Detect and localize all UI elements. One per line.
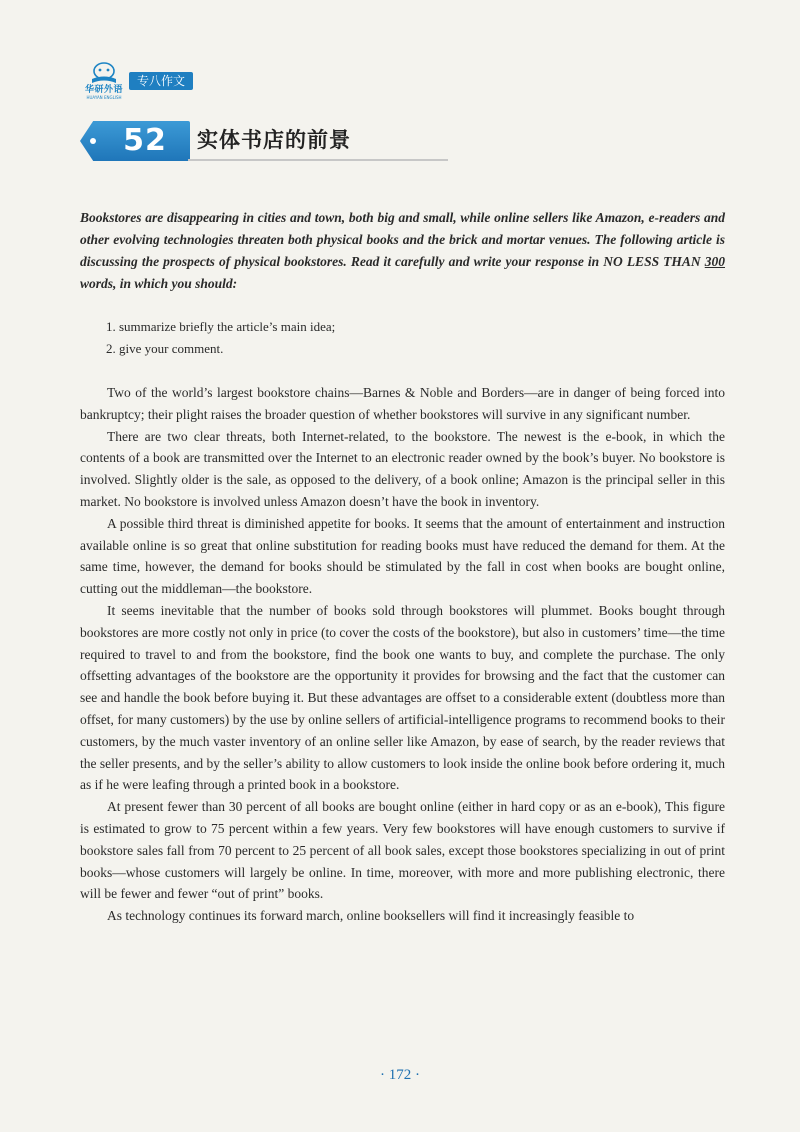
article-paragraph: At present fewer than 30 percent of all books are bought online (either in hard copy or as an e-book), This figure is estimated to grow to 75 percent within a few years. Very few bookstores will have enough customers to survive if bookstore sales fall from 70 percent to 25 percent of all book sales, except those bookstores specializing in out of print books—whose customers will largely be online. In time, moreover, with more and more publishing electronic, there will be fewer and fewer “out of print” books. — [80, 799, 725, 902]
list-item: 2. give your comment. — [106, 341, 224, 356]
article-paragraph: A possible third threat is diminished appetite for books. It seems that the amount of entertainment and instruction available online is so great that online substitution for reading books must have reduced the demand for them. At the same time, however, the demand for books should be stimulated by the fall in cost when books are bought online, cutting out the middleman—the bookstore. — [80, 515, 725, 597]
article-paragraph: It seems inevitable that the number of books sold through bookstores will plummet. Books bought through bookstores are more costly not only in price (to cover the costs of the bookstore), but also in customers’ time—the time required to travel to and from the bookstore, find the book one wants to buy, and complete the purchase. The only offsetting advantages of the bookstore are the opportunity it provides for browsing and the fact that the customer can see and handle the book before buying it. But these advantages are offset to a considerable extent (doubtless more than offset, for many customers) by the use by online sellers of artificial-intelligence programs to recommend books to their customers, by the much vaster inventory of an online seller like Amazon, by ease of search, by the reader reviews that the seller presents, and by the seller’s ability to allow customers to look inside the online book before ordering it, much as if he were leafing through a printed book in a bookstore. — [80, 602, 725, 793]
logo-name: 华研外语 — [84, 85, 123, 95]
page-number: · 172 · — [380, 1067, 420, 1083]
article-body — [80, 382, 725, 927]
bullet-dot-icon — [90, 138, 96, 144]
article-paragraph: There are two clear threats, both Internet-related, to the bookstore. The newest is the e-book, in which the contents of a book are transmitted over the Internet to an electronic reader owned by the book’s buyer. No bookstore is involved. Slightly older is the sale, as opposed to the delivery, of a book online; Amazon is the principal seller in this market. No bookstore is involved unless Amazon doesn’t have the book in inventory. — [80, 428, 725, 509]
prompt-text-end: words, in which you should: — [80, 276, 238, 291]
prompt-requirements — [106, 316, 726, 360]
word-count: 300 — [704, 254, 725, 269]
section-heading: 实体书店的前景 — [197, 128, 351, 152]
section-number: 52 — [123, 123, 167, 158]
writing-prompt — [80, 207, 725, 295]
title-divider — [188, 159, 448, 161]
publisher-logo — [78, 62, 130, 100]
prompt-text: Bookstores are disappearing in cities and town, both big and small, while online sellers like Amazon, e-readers and other evolving technologies threaten both physical books and the brick and mortar venues. The following article is discussing the prospects of physical bookstores. Read it carefully and write your response in NO LESS THAN — [80, 210, 725, 269]
article-paragraph: Two of the world’s largest bookstore chains—Barnes & Noble and Borders—are in danger of being forced into bankruptcy; their plight raises the broader question of whether bookstores will survive in any significant number. — [80, 385, 725, 422]
list-item: 1. summarize briefly the article’s main idea; — [106, 319, 336, 334]
book-logo-icon — [89, 62, 119, 84]
logo-subtitle: HUAYAN ENGLISH — [86, 95, 122, 100]
section-title — [80, 119, 370, 163]
series-tag: 专八作文 — [129, 72, 193, 90]
article-paragraph: As technology continues its forward march, online booksellers will find it increasingly feasible to — [107, 908, 635, 924]
